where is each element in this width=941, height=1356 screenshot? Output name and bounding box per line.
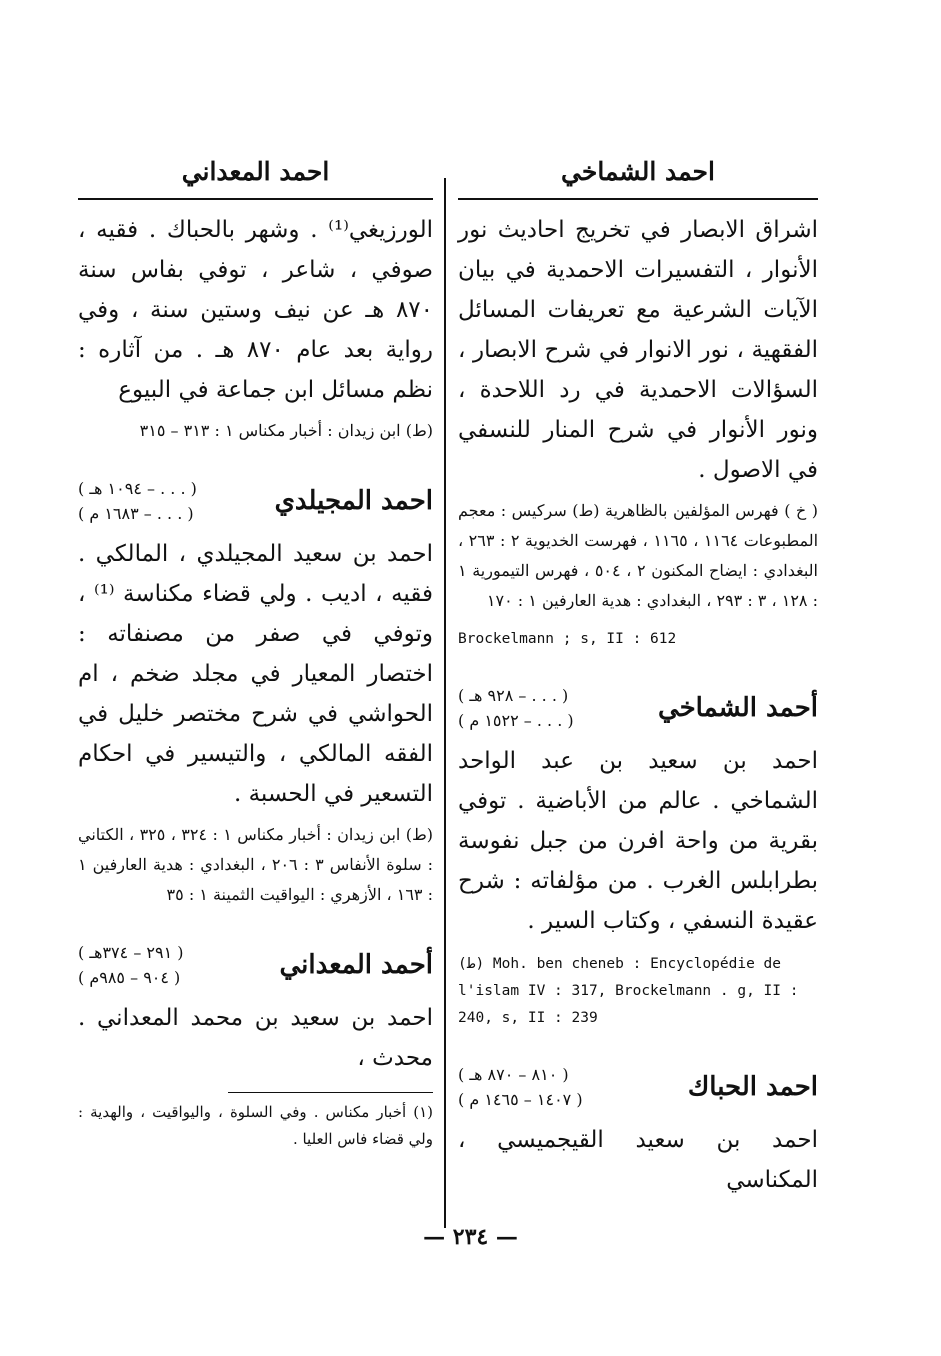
entry-text-shammakhi: احمد بن سعيد بن عبد الواحد الشماخي . عالم من الأباضية . توفي بقرية من واحة افرن من جبل نفوسة بطرابلس الغرب . من مؤلفاته : شرح عقيدة النسفي ، وكتاب السير . xyxy=(458,748,818,934)
page-number: — ٢٣٤ — xyxy=(423,1224,518,1250)
left-column xyxy=(78,150,433,1153)
date-hijri: ( ٨١٠ – ٨٧٠ هـ ) xyxy=(458,1065,569,1084)
entry-dates-habbak xyxy=(458,1062,583,1112)
entry-header-habbak xyxy=(458,1062,818,1112)
date-hijri: ( ٢٩١ – ٣٧٤هـ ) xyxy=(78,943,184,962)
right-intro-paragraph: اشراق الابصار في تخريج احاديث نور الأنوار ، التفسيرات الاحمدية في بيان الآيات الشرعية مع تعريفات المسائل الفقهية ، نور الانوار في شرح الابصار ، السؤالات الاحمدية في رد اللاحدة ، ونور الأنوار في شرح المنار للنسفي في الاصول . xyxy=(458,217,818,483)
entry-name-mujildi: احمد المجيلدي xyxy=(274,486,433,516)
entry-text-maadani: احمد بن سعيد بن محمد المعداني . محدث ، xyxy=(78,1005,433,1071)
date-gregorian: ( ٩٠٤ – ٩٨٥م ) xyxy=(78,968,181,987)
entry-header-shammakhi xyxy=(458,683,818,733)
left-column-title: احمد المعداني xyxy=(181,157,330,186)
right-column-title: احمد الشماخي xyxy=(561,157,715,186)
entry-dates-mujildi xyxy=(78,476,197,526)
date-gregorian: ( . . . – ١٦٨٣ م ) xyxy=(78,504,194,523)
footnote: (١) أخبار مكناس . وفي السلوة ، واليواقيت ، والهدية : ولي قضاء فاس العليا . xyxy=(78,1103,433,1148)
right-intro-latin-reference: Brockelmann ; s, II : 612 xyxy=(458,631,677,647)
entry-name-maadani: أحمد المعداني xyxy=(279,950,433,980)
footnote-rule xyxy=(228,1092,433,1093)
entry-header-maadani xyxy=(78,940,433,990)
left-continued-reference: (ط) ابن زيدان : أخبار مكناس ١ : ٣١٣ – ٣١٥ xyxy=(139,421,433,440)
date-hijri: ( . . . – ١٠٩٤ هـ ) xyxy=(78,479,197,498)
date-gregorian: ( ١٤٠٧ – ١٤٦٥ م ) xyxy=(458,1090,583,1109)
entry-dates-shammakhi xyxy=(458,683,574,733)
left-title-rule xyxy=(78,198,433,200)
entry-text-habbak: احمد بن سعيد القيجميسي ، المكناسي xyxy=(458,1127,818,1193)
right-intro-references: ( خ ) فهرس المؤلفين بالظاهرية (ط) سركيس : معجم المطبوعات ١١٦٤ ، ١١٦٥ ، فهرست الخديوية ٢ : ٢٦٣ ، البغدادي : ايضاح المكنون ٢ ، ٥٠٤ ، فهرس التيمورية ١ : ١٢٨ ، ٣ : ٢٩٣ ، البغدادي : هدية العارفين ١ : ١٧٠ xyxy=(458,501,819,610)
entry-header-mujildi xyxy=(78,476,433,526)
entry-dates-maadani xyxy=(78,940,184,990)
entry-references-mujildi: (ط) ابن زيدان : أخبار مكناس ١ : ٣٢٤ ، ٣٢٥ ، الكتاني : سلوة الأنفاس ٣ : ٢٠٦ ، البغدادي : هدية العارفين ١ : ١٦٣ ، الأزهري : اليواقيت الثمينة ١ : ٣٥ xyxy=(78,825,434,904)
date-hijri: ( . . . – ٩٢٨ هـ ) xyxy=(458,686,569,705)
entry-name-habbak: احمد الحباك xyxy=(687,1072,818,1102)
left-continued-paragraph: الورزيغي⁽¹⁾ . وشهر بالحباك . فقيه ، صوفي ، شاعر ، توفي بفاس سنة ٨٧٠ هـ عن نيف وستين سنة ، وفي رواية بعد عام ٨٧٠ هـ . من آثاره : نظم مسائل ابن جماعة في البيوع xyxy=(78,217,433,403)
right-title-rule xyxy=(458,198,818,200)
entry-text-mujildi: احمد بن سعيد المجيلدي ، المالكي . فقيه ، اديب . ولي قضاء مكناسة ⁽¹⁾ ، وتوفي في صفر من مصنفاته : اختصار المعيار في مجلد ضخم ، ام الحواشي في شرح مختصر خليل في الفقه المالكي ، والتيسير في احكام التسعير في الحسبة . xyxy=(78,541,433,807)
right-column xyxy=(458,150,818,1200)
entry-name-shammakhi: أحمد الشماخي xyxy=(657,693,818,723)
column-divider xyxy=(444,178,446,1228)
date-gregorian: ( . . . – ١٥٢٢ م ) xyxy=(458,711,574,730)
entry-latin-reference-shammakhi: (ط) Moh. ben cheneb : Encyclopédie de l'islam IV : 317, Brockelmann . g, II : 240, s, II : 239 xyxy=(458,956,799,1026)
